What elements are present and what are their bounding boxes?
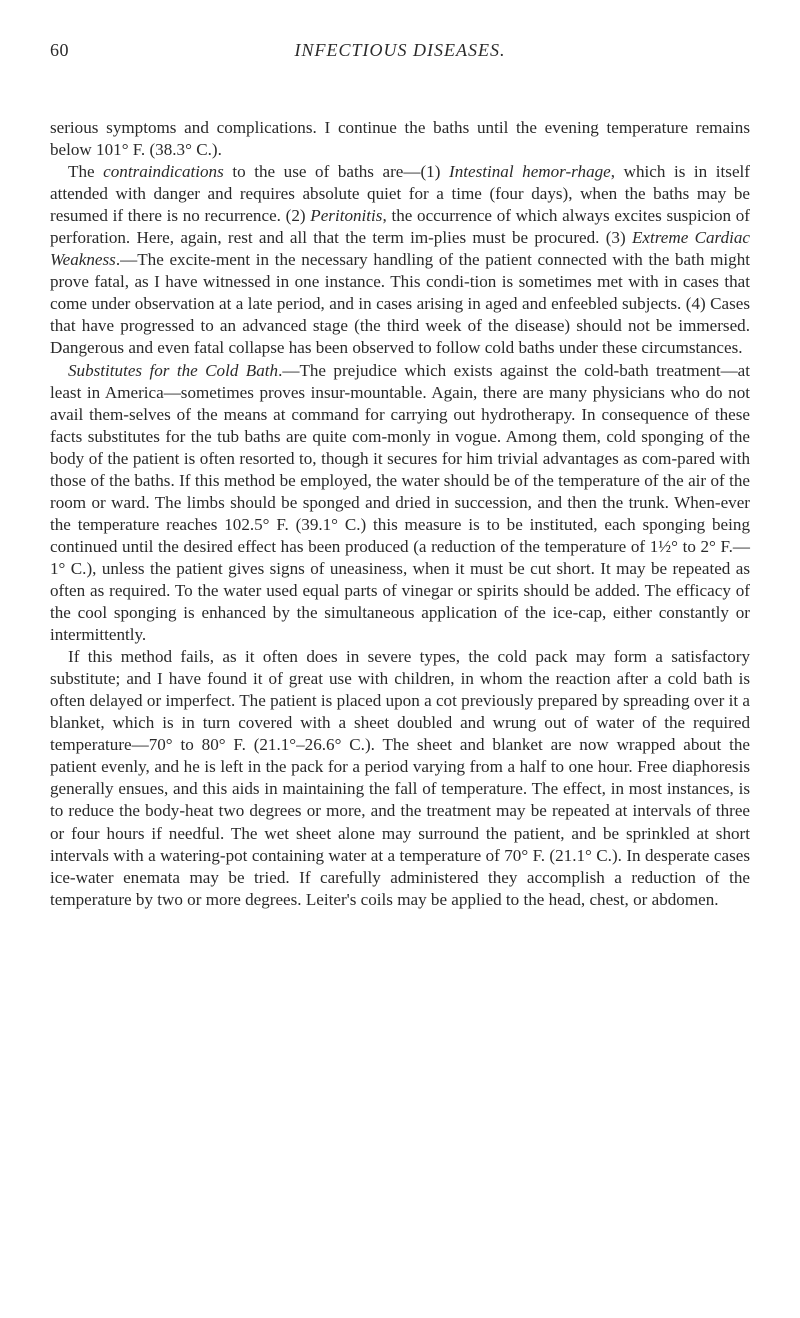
- text-run: .—The prejudice which exists against the cold-bath treatment—at least in America—sometimes proves insur-mountable. Again, there are many physicians who do not avail them-selves of the means at command for carrying out hydrotherapy. In consequence of these facts substitutes for the tub baths are quite com-monly in vogue. Among them, cold sponging of the body of the patient is often resorted to, though it secures for him trivial advantages as com-pared with those of the baths. If this method be employed, the water should be of the temperature of the air of the room or ward. The limbs should be sponged and dried in succession, and then the trunk. When-ever the temperature reaches 102.5° F. (39.1° C.) this measure is to be instituted, each sponging being continued until the desired effect has been produced (a reduction of the temperature of 1½° to 2° F.—1° C.), unless the patient gives signs of uneasiness, when it must be cut short. It may be repeated as often as required. To the water used equal parts of vinegar or spirits should be added. The efficacy of the cool sponging is enhanced by the simultaneous application of the ice-cap, either constantly or intermittently.: [50, 360, 751, 645]
- paragraph: [50, 117, 750, 161]
- page-number: 60: [50, 40, 69, 60]
- italic-text: Substitutes for the Cold Bath: [68, 360, 279, 380]
- body-text: [50, 117, 750, 911]
- paragraph: [50, 161, 750, 359]
- paragraph: [50, 646, 750, 911]
- italic-text: Intestinal hemor-rhage: [449, 162, 611, 182]
- text-run: If this method fails, as it often does in severe types, the cold pack may form a satisfactory substitute; and I have found it of great use with children, in whom the reaction after a cold bath is often delayed or imperfect. The patient is placed upon a cot previously prepared by spreading over it a blanket, which is in turn covered with a sheet doubled and wrung out of water of the required temperature—70° to 80° F. (21.1°–26.6° C.). The sheet and blanket are now wrapped about the patient evenly, and he is left in the pack for a period varying from a half to one hour. Free diaphoresis generally ensues, and this aids in maintaining the fall of temperature. The effect, in most instances, is to reduce the body-heat two degrees or more, and the treatment may be repeated at intervals of three or four hours if needful. The wet sheet alone may surround the patient, and be sprinkled at short intervals with a watering-pot containing water at a temperature of 70° F. (21.1° C.). In desperate cases ice-water enemata may be tried. If carefully administered they accomplish a reduction of the temperature by two or more degrees. Leiter's coils may be applied to the head, chest, or abdomen.: [50, 647, 750, 909]
- page-header: [50, 40, 750, 70]
- paragraph: [50, 360, 750, 647]
- running-head: INFECTIOUS DISEASES.: [294, 40, 506, 60]
- italic-text: contraindications: [103, 162, 224, 182]
- text-run: , which is in itself attended with danger and requires absolute quiet for a time (four days), when the baths may be resumed if there is no recurrence. (2): [50, 162, 750, 226]
- italic-text: Extreme Cardiac Weakness: [50, 228, 751, 270]
- text-run: serious symptoms and complications. I continue the baths until the evening temperature remains below 101° F. (38.3° C.).: [50, 118, 750, 160]
- italic-text: Peritonitis: [310, 206, 383, 226]
- text-run: to the use of baths are—(1): [223, 162, 449, 182]
- text-run: The: [68, 162, 104, 182]
- book-page: [50, 40, 750, 911]
- text-run: , the occurrence of which always excites suspicion of perforation. Here, again, rest and all that the term im-plies must be procured. (3): [50, 206, 751, 248]
- text-run: .—The excite-ment in the necessary handling of the patient connected with the bath might prove fatal, as I have witnessed in one instance. This condi-tion is sometimes met with in cases that come under observation at a late period, and in cases arising in aged and enfeebled subjects. (4) Cases that have progressed to an advanced stage (the third week of the disease) should not be immersed. Dangerous and even fatal collapse has been observed to follow cold baths under these circumstances.: [50, 250, 750, 358]
